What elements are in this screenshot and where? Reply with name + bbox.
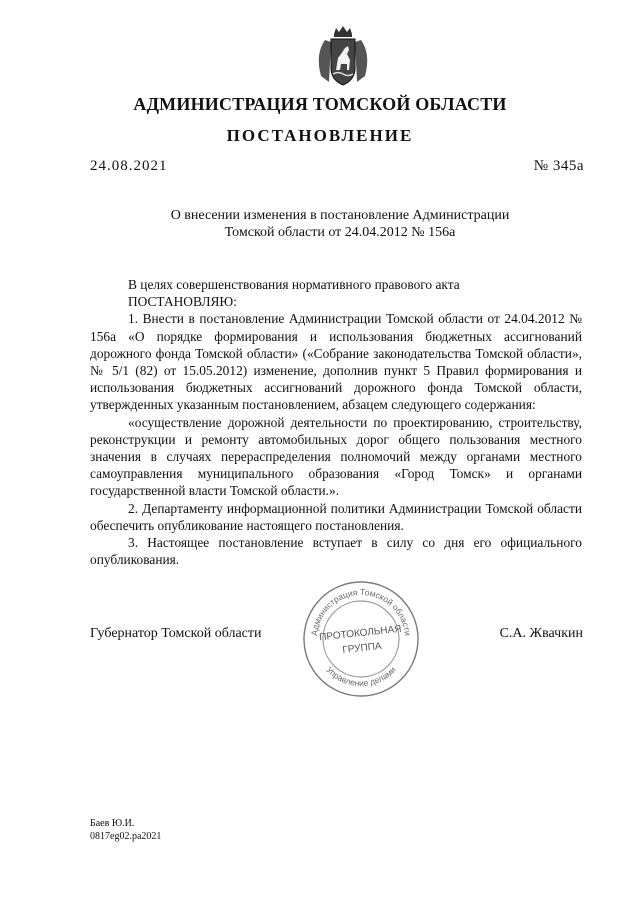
decree-word: ПОСТАНОВЛЯЮ: bbox=[128, 294, 237, 310]
organization-title: АДМИНИСТРАЦИЯ ТОМСКОЙ ОБЛАСТИ bbox=[133, 94, 507, 114]
stamp-ring-top-text: Администрация Томской области bbox=[309, 586, 413, 637]
footer-author: Баев Ю.И. bbox=[90, 818, 135, 829]
document-type: ПОСТАНОВЛЕНИЕ bbox=[226, 126, 414, 145]
stamp-center-line-1: ПРОТОКОЛЬНАЯ bbox=[318, 623, 403, 644]
document-subject bbox=[120, 207, 560, 241]
subject-line-1: О внесении изменения в постановление Администрации bbox=[170, 208, 510, 223]
document-date: 24.08.2021 bbox=[90, 158, 168, 174]
signer-name: С.А. Жвачкин bbox=[499, 626, 583, 641]
preamble: В целях совершенствования нормативного правового акта bbox=[128, 277, 460, 292]
document-footer bbox=[90, 817, 161, 843]
item-1: 1. Внести в постановление Администрации Томской области от 24.04.2012 № 156а «О порядке формирования и использования бюджетных ассигнований дорожного фонда Томской области» («Собрание законодательства Томской области», № 5/1 (82) от 15.05.2012) изменение, дополнив пункт 5 Правил формирования и использования бюджетных ассигнований дорожного фонда Томской области, утвержденных указанным постановлением, абзацем следующего содержания: bbox=[90, 311, 582, 413]
protocol-group-stamp bbox=[300, 578, 422, 700]
tomsk-oblast-coat-of-arms-icon bbox=[303, 24, 383, 88]
stamp-center-line-2: ГРУППА bbox=[341, 640, 383, 656]
item-2: 2. Департаменту информационной политики Администрации Томской области обеспечить опубликование настоящего постановления. bbox=[90, 500, 582, 533]
signer-title: Губернатор Томской области bbox=[90, 626, 262, 641]
document-body bbox=[90, 276, 582, 568]
item-1-quote: «осуществление дорожной деятельности по проектированию, строительству, реконструкции и ремонту автомобильных дорог общего пользования местного значения в случаях перераспределения полномочий между органами местного самоуправления муниципального образования «Город Томск» и органами государственной власти Томской области.». bbox=[90, 414, 582, 499]
subject-line-2: Томской области от 24.04.2012 № 156а bbox=[224, 225, 456, 240]
stamp-ring-bottom-text: Управление делами bbox=[324, 664, 398, 689]
item-3: 3. Настоящее постановление вступает в силу со дня его официального опубликования. bbox=[90, 535, 582, 568]
document-number: № 345а bbox=[533, 158, 584, 174]
footer-file-code: 0817eg02.ра2021 bbox=[90, 831, 162, 842]
